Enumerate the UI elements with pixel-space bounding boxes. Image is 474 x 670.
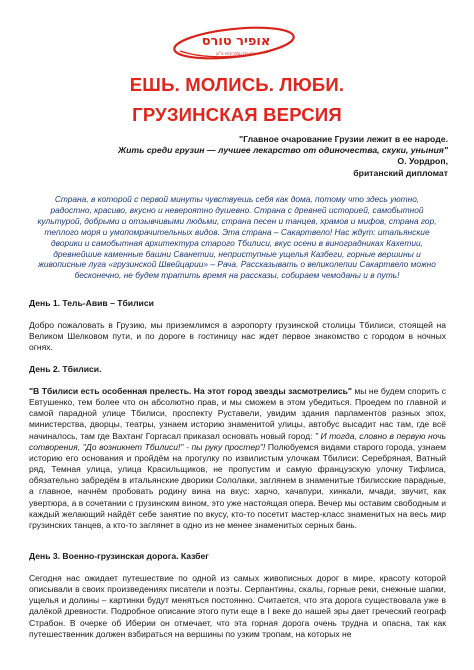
day2-quote: "В Тбилиси есть особенная прелесть. На этот город звезды засмотрелись"	[29, 386, 352, 396]
day2-heading: День 2. Тбилиси.	[29, 364, 102, 374]
day1-text: Добро пожаловать в Грузию, мы приземлимся в аэропорту грузинской столицы Тбилиси, стоящей на Великом Шелковом пути, и по дороге в гостиницу нас ждет первое знакомство с городом в ночных огнях.	[29, 320, 446, 353]
epigraph	[68, 134, 448, 179]
day2-text-part1: мы не будем спорить с Евтушенко, тем более что он абсолютно прав, и мы сможем в этом убедиться. Проедем по главной и самой парадной улице Тбилиси, проспекту Руставели, увидим здания парламентов разных эпох, министерства, дворцы, театры, узнаем историю знаменитой улицы, автобус высадит нас там, где всё начиналось, там где Вахтанг Горгасал приказал основать новый город:	[29, 386, 446, 441]
day3-text: Сегодня нас ожидает путешествие по одной из самых живописных дорог в мире, красоту которой описывали в своих произведениях писатели и поэты. Серпантины, скалы, горные реки, снежные шапки, ущелья и долины – картинки будут меняться постоянно. Считается, что эта дорога существовала уже в далёкой древности. Подробное описание этого пути еще в I веке до нашей эры дает греческий географ Страбон. В очерке об Иберии он отмечает, что эта горная дорога очень трудна и опасна, так как путешественник должен взбираться на вершины по узким тропам, на которых не	[29, 573, 446, 639]
epigraph-author: О. Уордроп,	[397, 156, 448, 167]
intro-paragraph: Страна, в которой с первой минуты чувствуешь себя как дома, потому что здесь уютно, радостно, красиво, вкусно и невероятно душевно. Страна с древней историей, самобытной культурой, добрыми и отзывчивыми людьми, страна песен и танцев, храмов и мифов, страна гор, теплого моря и умопомрачительных видов. Эта страна – Сакартвело! Нас ждут: итальянские дворики и самобытная архитектура старого Тбилиси, вкус осени в виноградниках Кахетии, древнейшие каменные башни Сванетии, неприступные ущелья Казбеги, горные вершины и живописные луга «грузинской Швейцарии» – Рача. Рассказывать о великолепии Сакартвело можно бесконечно, не будем тратить время на рассказы, собираем чемоданы и в путь!	[37, 194, 437, 281]
svg-text:נסיעות ומדריכים ב"ע: נסיעות ומדריכים ב"ע	[216, 52, 256, 57]
day2-text	[29, 386, 446, 531]
svg-text:אופיר טורס: אופיר טורס	[201, 34, 271, 49]
epigraph-author-role: британский дипломат	[353, 167, 448, 178]
day2-text-part2: Полюбуемся видами старого города, узнаем историю его основания и пройдём на прогулку по извилистым улочкам Тбилиси: Серебряная, Ватный ряд, Темная улица, улица Красильщиков, не пропустим и самую французскую улочку Тифлиса, обязательно забредём в итальянские дворики Сололаки, заглянем в знаменитые тбилисские парадные, а главное, начнём пробовать родину вина на вкус: харчо, хачапури, хинкали, мчади, звучит, как увертюра, а в сочетании с грузинским вином, это уже настоящая опера. Вечер мы оставим свободным и каждый желающий найдёт себе занятие по вкусу, кто-то посетит мастер-класс знаменитых на весь мир грузинских танцев, а кто-то заглянет в одно из не менее знаменитых серных бань.	[29, 441, 446, 530]
day1-heading: День 1. Тель-Авив – Тбилиси	[29, 298, 154, 308]
day3-heading: День 3. Военно-грузинская дорога. Казбег	[29, 551, 209, 561]
page-title: ЕШЬ. МОЛИСЬ. ЛЮБИ.	[129, 74, 345, 95]
epigraph-line-2: Жить среди грузин — лучшее лекарство от одиночества, скуки, уныния"	[118, 145, 448, 156]
logo-swoosh-icon	[172, 24, 300, 62]
day2-italic-quote: " И тогда, словно в первую ночь сотворения, "До возникнет Тбилиси!" - пы руку простер"!	[29, 430, 447, 452]
epigraph-line-1: "Главное очарование Грузии лежит в ее народе.	[239, 134, 448, 144]
page-subtitle: ГРУЗИНСКАЯ ВЕРСИЯ	[132, 104, 342, 125]
company-logo	[172, 24, 300, 62]
